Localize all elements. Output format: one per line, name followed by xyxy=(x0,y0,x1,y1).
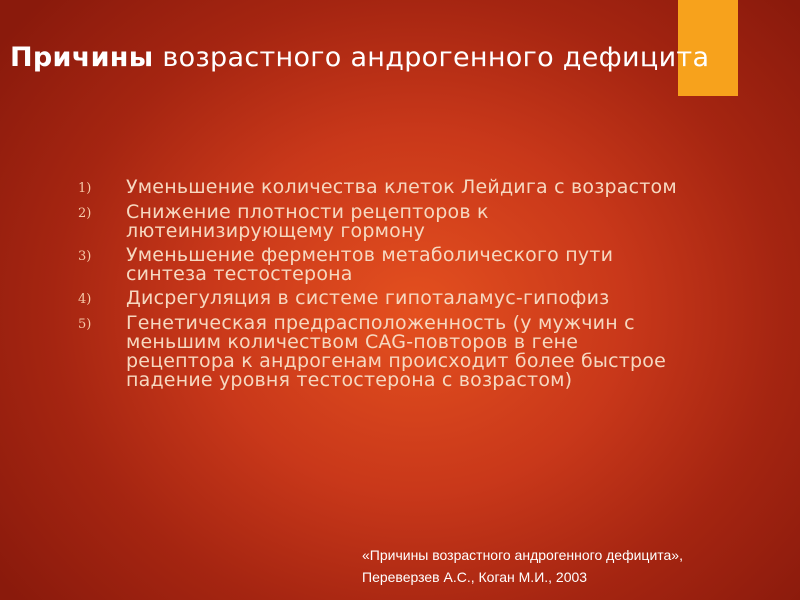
list-item xyxy=(78,314,678,390)
list-number: 2) xyxy=(78,206,92,221)
slide-title xyxy=(10,38,710,78)
list-item xyxy=(78,289,678,309)
list-item-text: Уменьшение ферментов метаболического пути синтеза тестостерона xyxy=(126,244,614,285)
list-number: 1) xyxy=(78,181,92,196)
list-number: 3) xyxy=(78,249,92,264)
title-bold: Причины xyxy=(10,42,154,73)
list-item-text: Генетическая предрасположенность (у мужчин с меньшим количеством CAG-повторов в гене рецептора к андрогенам происходит более быстрое падение уровня тестостерона с возрастом) xyxy=(126,312,667,391)
citation xyxy=(362,544,792,588)
list-item xyxy=(78,178,678,198)
causes-list xyxy=(78,178,678,395)
citation-title: «Причины возрастного андрогенного дефицита», xyxy=(362,547,683,563)
list-item-text: Дисрегуляция в системе гипоталамус-гипофиз xyxy=(126,287,610,309)
list-number: 4) xyxy=(78,292,92,307)
list-item-text: Уменьшение количества клеток Лейдига с возрастом xyxy=(126,176,677,198)
list-number: 5) xyxy=(78,317,92,332)
list-item xyxy=(78,203,678,241)
citation-authors: Переверзев А.С., Коган М.И., 2003 xyxy=(362,569,588,585)
list-item-text: Снижение плотности рецепторов к лютеинизирующему гормону xyxy=(126,201,489,242)
list-item xyxy=(78,246,678,284)
title-rest: возрастного андрогенного дефицита xyxy=(153,42,710,73)
